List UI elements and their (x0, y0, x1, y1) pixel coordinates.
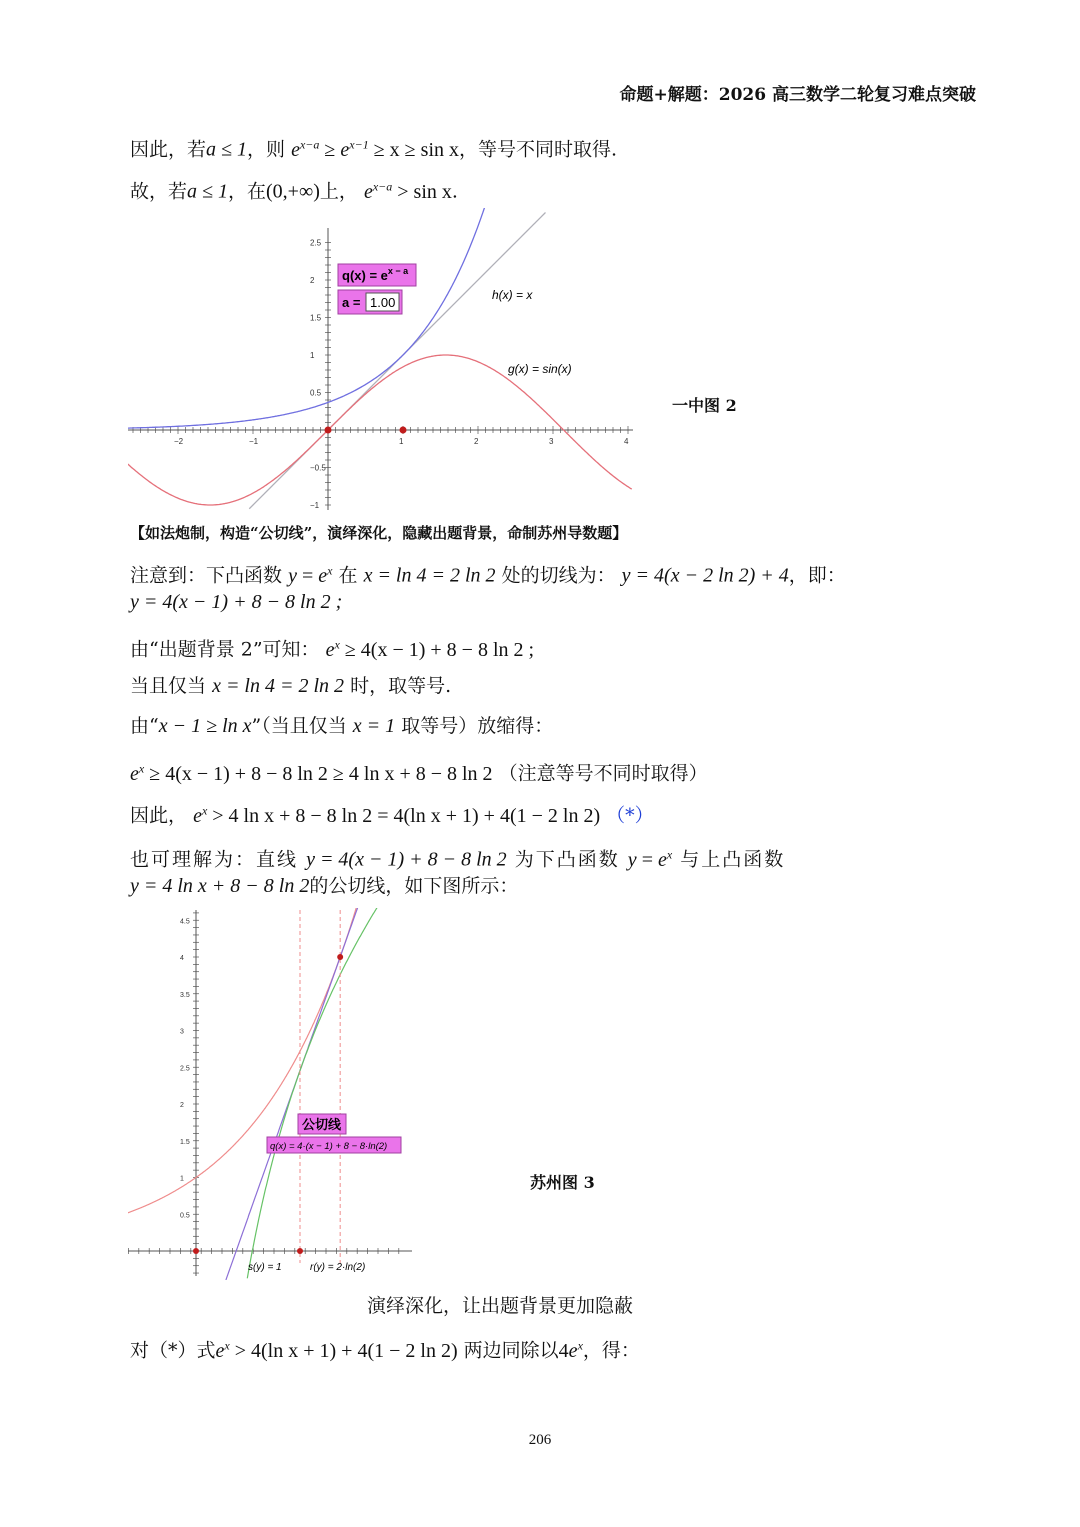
text: ，在 (228, 180, 267, 203)
math-chain: $e^x \ge 4(x - 1) + 8 - 8$ ln 2 ≥ 4 ln x + 8 − 8 ln 2 (130, 761, 493, 785)
text: 由“ (130, 715, 159, 737)
point-x1 (400, 427, 407, 434)
q-label-box (338, 264, 416, 286)
math-ineq: $e^x > 4(\ln$ x + 1) + 4(1 − 2 ln 2) (215, 1338, 458, 1362)
text: 因此， (130, 804, 188, 827)
paragraph-7 (130, 755, 708, 787)
text: 因此，若 (130, 138, 207, 161)
tangent-label-box (267, 1114, 401, 1153)
page-number: 206 (528, 1432, 552, 1448)
s-label: s(y) = 1 (248, 1262, 282, 1273)
text: 注意到：下凸函数 (130, 564, 283, 587)
text: 对（*）式 (130, 1339, 216, 1362)
x-tick-label: −1 (249, 437, 259, 446)
paragraph-5 (130, 673, 451, 699)
tangent-label-formula: q(x) = 4·(x − 1) + 8 − 8·ln(2) (270, 1141, 388, 1152)
y-tick-label: 1.5 (310, 313, 322, 323)
text: 与上凸函数 (680, 848, 786, 871)
y-tick-label: 1 (180, 1175, 184, 1183)
paragraph-1 (130, 131, 617, 163)
text: 处的切线为： (501, 564, 616, 587)
h-label: h(x) = x (492, 288, 533, 302)
text: 也可理解为：直线 (130, 848, 299, 871)
paragraph-10 (130, 1332, 640, 1364)
text: 由“出题背景 2”可知： (130, 638, 320, 661)
x-tick-label: 3 (549, 437, 554, 446)
text: ，得： (582, 1339, 640, 1362)
text: ，等号不同时取得. (459, 138, 618, 161)
math-expr: x − 1 ≥ ln x (158, 715, 252, 737)
text: 故，若 (130, 180, 188, 203)
curve-exp (128, 908, 363, 1215)
y-tick-label: 2.5 (180, 1065, 190, 1073)
x-tick-label: −2 (174, 437, 184, 446)
y-tick-label: 2.5 (310, 238, 322, 248)
center-heading: 演绎深化，让出题背景更加隐蔽 (366, 1295, 633, 1317)
math-chain: $e^{x-a} \ge e^{x-1} \ge x \ge \sin x$ (291, 137, 459, 161)
math-condition: a ≤ 1 (206, 138, 247, 161)
point-tangent-exp (337, 954, 343, 960)
a-slider-box[interactable] (338, 290, 402, 314)
text: ”（当且仅当 (251, 715, 347, 737)
math-condition: a ≤ 1 (187, 180, 228, 203)
a-label: a = (342, 295, 361, 310)
paragraph-4 (130, 631, 534, 663)
text: 的公切线，如下图所示： (309, 875, 519, 897)
x-tick-label: 1 (399, 437, 404, 446)
figure-2-caption: 苏州图 3 (530, 1173, 595, 1192)
x-tick-label: 2 (474, 437, 479, 446)
text: 两边同除以 (463, 1339, 559, 1362)
math-point: x = ln 4 = 2 ln 2 (363, 564, 496, 587)
math-line: y = 4(x − 1) + 8 − 8 ln 2 (306, 848, 507, 871)
paragraph-9 (130, 841, 785, 873)
text: 取等号）放缩得： (401, 715, 554, 737)
point-x1 (297, 1248, 303, 1254)
math-inequality: $e^{x-a} > \sin x$ (363, 179, 452, 203)
y-tick-label: 0.5 (180, 1212, 190, 1220)
paragraph-3 (130, 557, 846, 589)
math-exp: $y = e^x$ (627, 847, 673, 871)
y-tick-label: 4.5 (180, 918, 190, 926)
figure-1-graph (128, 208, 640, 514)
text: . (451, 180, 458, 203)
math-divisor: $4e^x$ (558, 1338, 583, 1362)
q-label: $q(x) = e^{x - a}$ (342, 266, 409, 283)
y-tick-label: 4 (180, 955, 184, 962)
point-origin (325, 427, 332, 434)
paragraph-6 (130, 713, 553, 739)
math-exp: $y = e^x$ (288, 563, 333, 587)
curve-log (247, 908, 392, 1278)
figure-2-graph (128, 908, 414, 1280)
text: （注意等号不同时取得） (498, 762, 708, 785)
math-line: y = 4(x − 1) + 8 − 8 ln 2 ; (130, 591, 343, 613)
paragraph-9-line-2 (130, 873, 518, 899)
text: 时，取等号. (350, 675, 452, 697)
y-tick-label: 1.5 (180, 1138, 190, 1146)
text: 在 (338, 564, 358, 587)
point-origin (193, 1248, 199, 1254)
y-tick-label: 1 (310, 351, 315, 360)
page-header: 命题+解题：2026 高三数学二轮复习难点突破 (619, 85, 976, 105)
math-tangent: y = 4(x − 2 ln 2) + 4 (621, 564, 789, 587)
text: 为下凸函数 (514, 848, 620, 871)
paragraph-2 (130, 173, 458, 205)
y-tick-label: 3.5 (180, 991, 190, 999)
x-tick-label: 4 (624, 437, 629, 446)
math-expr: x = 1 (352, 715, 396, 737)
star-tag: （*） (606, 804, 654, 827)
text: 上， (319, 180, 358, 203)
curve-q (128, 208, 485, 428)
y-tick-label: 3 (180, 1028, 184, 1036)
section-title: 【如法炮制，构造“公切线”，演绎深化，隐藏出题背景，命制苏州导数题】 (130, 524, 628, 542)
math-log: y = 4 ln x + 8 − 8 ln 2 (130, 875, 310, 897)
y-tick-label: −1 (310, 501, 320, 510)
y-tick-label: 2 (180, 1102, 184, 1109)
text: 当且仅当 (130, 675, 207, 697)
math-ineq: $e^x > 4$ ln x + 8 − 8 ln 2 = 4(ln x + 1) + 4(1 − 2 ln 2) (193, 803, 601, 827)
math-ineq: $e^x \ge 4(x - 1) + 8 - 8$ ln 2 ; (325, 637, 535, 661)
math-interval: (0,+∞) (266, 180, 320, 203)
y-tick-label: −0.5 (310, 463, 326, 473)
text: ，则 (247, 138, 286, 161)
y-tick-label: 0.5 (310, 388, 322, 398)
tangent-label-title: 公切线 (302, 1117, 342, 1132)
a-value[interactable]: 1.00 (370, 295, 396, 310)
y-tick-label: 2 (310, 276, 315, 285)
text: ，即： (788, 564, 846, 587)
figure-1-caption: 一中图 2 (672, 396, 737, 415)
r-label: r(y) = 2·ln(2) (310, 1262, 366, 1273)
g-label: g(x) = sin(x) (508, 362, 572, 376)
paragraph-8 (130, 797, 654, 829)
math-expr: x = ln 4 = 2 ln 2 (212, 675, 345, 697)
